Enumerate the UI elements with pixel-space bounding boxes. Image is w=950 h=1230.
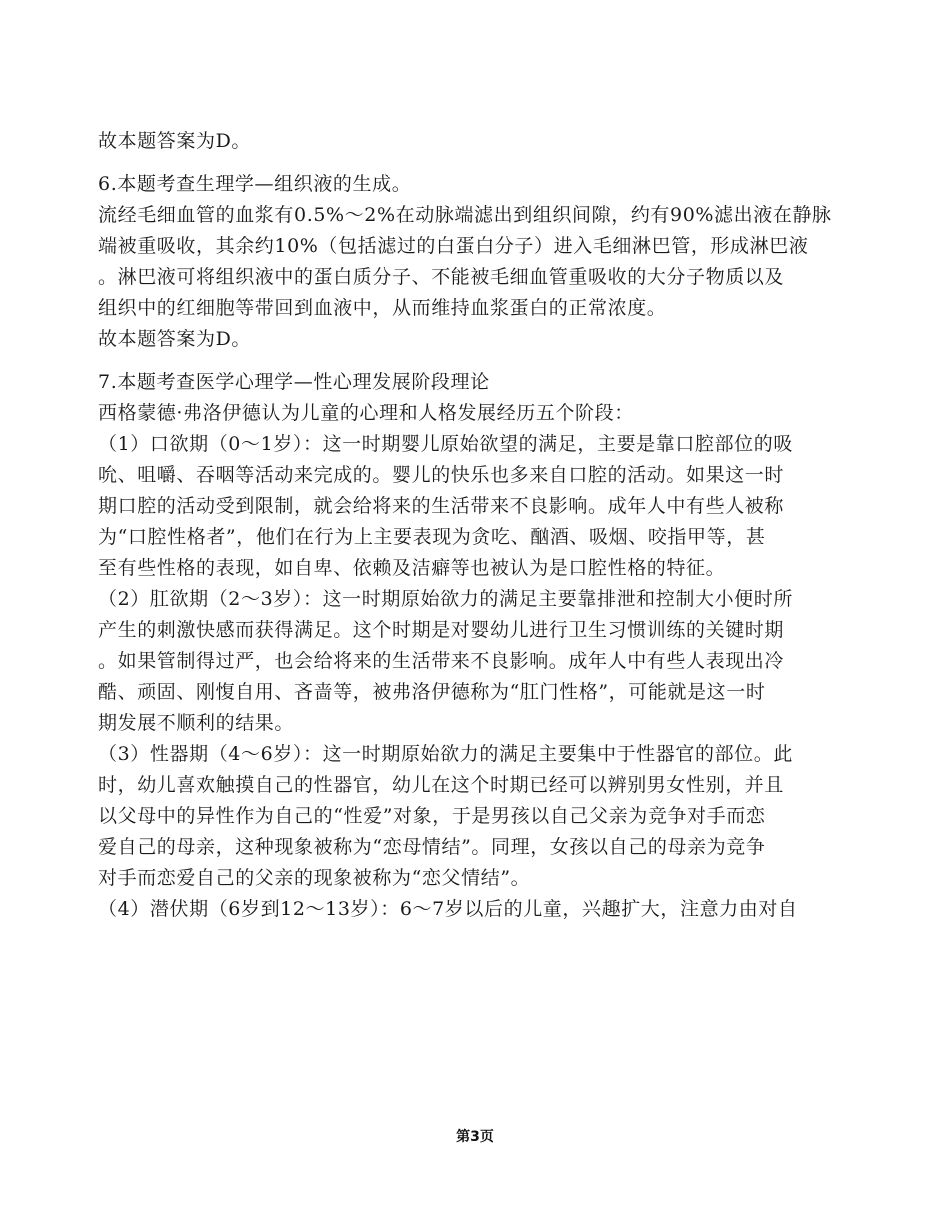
text-line: 至有些性格的表现，如自卑、依赖及洁癖等也被认为是口腔性格的特征。 bbox=[98, 557, 726, 579]
page-content bbox=[98, 126, 870, 925]
answer-line: 故本题答案为D。 bbox=[98, 328, 252, 350]
text-line: 时，幼儿喜欢触摸自己的性器官，幼儿在这个时期已经可以辨别男女性别，并且 bbox=[98, 774, 785, 796]
text-line: 以父母中的异性作为自己的“性爱”对象，于是男孩以自己父亲为竞争对手而恋 bbox=[98, 805, 766, 827]
text-line: 爱自己的母亲，这种现象被称为“恋母情结”。同理，女孩以自己的母亲为竞争 bbox=[98, 836, 766, 858]
paragraph-gap bbox=[98, 157, 870, 169]
text-line: 组织中的红细胞等带回到血液中，从而维持血浆蛋白的正常浓度。 bbox=[98, 297, 667, 319]
text-line: 期口腔的活动受到限制，就会给将来的生活带来不良影响。成年人中有些人被称 bbox=[98, 495, 785, 517]
text-line: 。如果管制得过严，也会给将来的生活带来不良影响。成年人中有些人表现出冷 bbox=[98, 650, 785, 672]
paragraph-question-6 bbox=[98, 169, 870, 355]
text-line: 吮、咀嚼、吞咽等活动来完成的。婴儿的快乐也多来自口腔的活动。如果这一时 bbox=[98, 464, 785, 486]
text-line: 酷、顽固、刚愎自用、吝啬等，被弗洛伊德称为“肛门性格”，可能就是这一时 bbox=[98, 681, 766, 703]
text-line: 。淋巴液可将组织液中的蛋白质分子、不能被毛细血管重吸收的大分子物质以及 bbox=[98, 266, 785, 288]
paragraph-gap bbox=[98, 355, 870, 367]
stage-oral-line: （1）口欲期（0～1岁）：这一时期婴儿原始欲望的满足，主要是靠口腔部位的吸 bbox=[98, 433, 793, 455]
text-line: 产生的刺激快感而获得满足。这个时期是对婴幼儿进行卫生习惯训练的关键时期 bbox=[98, 619, 785, 641]
stage-phallic-line: （3）性器期（4～6岁）：这一时期原始欲力的满足主要集中于性器官的部位。此 bbox=[98, 743, 793, 765]
stage-latency-line: （4）潜伏期（6岁到12～13岁）：6～7岁以后的儿童，兴趣扩大，注意力由对自 bbox=[98, 898, 798, 920]
text-line: 故本题答案为D。 bbox=[98, 130, 252, 152]
paragraph-question-7 bbox=[98, 367, 870, 925]
text-line: 西格蒙德·弗洛伊德认为儿童的心理和人格发展经历五个阶段： bbox=[98, 402, 634, 424]
stage-anal-line: （2）肛欲期（2～3岁）：这一时期原始欲力的满足主要靠排泄和控制大小便时所 bbox=[98, 588, 793, 610]
page-number: 第3页 bbox=[456, 1129, 494, 1145]
text-line: 流经毛细血管的血浆有0.5%～2%在动脉端滤出到组织间隙，约有90%滤出液在静脉 bbox=[98, 204, 832, 226]
text-line: 期发展不顺利的结果。 bbox=[98, 712, 295, 734]
text-line: 端被重吸收，其余约10%（包括滤过的白蛋白分子）进入毛细淋巴管，形成淋巴液 bbox=[98, 235, 809, 257]
text-line: 为“口腔性格者”，他们在行为上主要表现为贪吃、酗酒、吸烟、咬指甲等，甚 bbox=[98, 526, 766, 548]
question-heading: 6.本题考查生理学—组织液的生成。 bbox=[98, 173, 412, 195]
paragraph-answer-5 bbox=[98, 126, 870, 157]
text-line: 对手而恋爱自己的父亲的现象被称为“恋父情结”。 bbox=[98, 867, 531, 889]
question-heading: 7.本题考查医学心理学—性心理发展阶段理论 bbox=[98, 371, 490, 393]
